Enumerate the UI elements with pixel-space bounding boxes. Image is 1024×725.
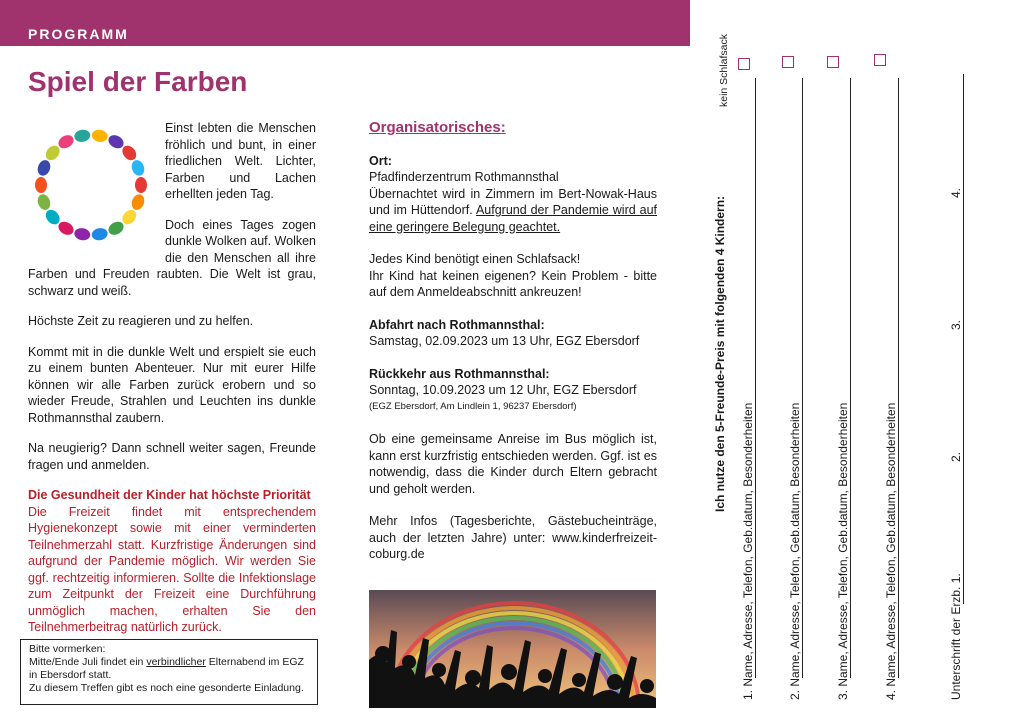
organisation-column — [369, 120, 657, 579]
intro-paragraph-2: Doch eines Tages zogen dunkle Wolken auf. Wolken die den Menschen all ihre Farben und Freuden raubten. Die Welt ist grau, schwarz und weiß. — [28, 217, 317, 298]
departure-text: Samstag, 02.09.2023 um 13 Uhr, EGZ Ebersdorf — [369, 334, 640, 348]
child-1-field-label: 1. Name, Adresse, Telefon, Geb.datum, Besonderheiten — [741, 402, 755, 700]
bus-info: Ob eine gemeinsame Anreise im Bus möglich ist, kann erst kurzfristig entschieden werden. Ggf. ist es notwendig, dass die Kinder durch Eltern gebracht und geholt werden. — [369, 432, 657, 496]
handprint-shape — [35, 177, 47, 193]
handprint-shape — [73, 227, 91, 242]
reminder-line-3: Zu diesem Treffen gibt es noch eine gesonderte Einladung. — [29, 682, 304, 694]
signature-label: Unterschrift der Erzb. 1. — [949, 573, 963, 700]
five-friends-offer-label: Ich nutze den 5-Freunde-Preis mit folgenden 4 Kindern: — [713, 195, 727, 512]
no-sleeping-bag-checkbox-2[interactable] — [782, 56, 794, 68]
signature-number-2: 2. — [949, 451, 963, 462]
intro-column — [28, 120, 316, 636]
handprint-shape — [91, 129, 109, 144]
location-details — [369, 186, 657, 236]
children-rainbow-photo — [369, 590, 656, 708]
return-block — [369, 366, 657, 416]
no-sleeping-bag-label: kein Schlafsack — [718, 34, 730, 107]
reminder-line-1: Bitte vormerken: — [29, 643, 106, 655]
handprint-wreath-image — [24, 120, 159, 250]
sleeping-bag-line-1: Jedes Kind benötigt einen Schlafsack! — [369, 252, 581, 266]
intro-paragraph-1: Einst lebten die Menschen fröhlich und bunt, in einer friedlichen Welt. Lichter, Farben und Lachen erhellten jeden Tag. — [165, 121, 316, 201]
return-text: Sonntag, 10.09.2023 um 12 Uhr, EGZ Ebersdorf — [369, 383, 637, 397]
handprint-shape — [106, 133, 126, 151]
registration-coupon — [690, 0, 1024, 725]
reminder-text-b: Elternabend im EGZ in Ebersdorf statt. — [29, 656, 304, 681]
header-bar — [0, 0, 690, 46]
no-sleeping-bag-checkbox-3[interactable] — [827, 56, 839, 68]
child-2-line[interactable] — [802, 78, 803, 678]
departure-label: Abfahrt nach Rothmannsthal: — [369, 317, 545, 332]
location-text: Übernachtet wird in Zimmern im Bert-Nowak-Haus und im Hüttendorf. — [369, 186, 657, 217]
child-4-line[interactable] — [898, 78, 899, 678]
handprint-shape — [91, 227, 109, 242]
health-title: Die Gesundheit der Kinder hat höchste Priorität — [28, 488, 311, 502]
location-name: Pfadfinderzentrum Rothmannsthal — [369, 170, 559, 184]
handprint-shape — [36, 193, 53, 212]
reminder-text-a: Mitte/Ende Juli findet ein — [29, 656, 147, 668]
header-label: PROGRAMM — [28, 26, 129, 42]
handprint-shape — [73, 129, 91, 144]
page-title: Spiel der Farben — [28, 66, 248, 97]
handprint-shape — [36, 158, 53, 177]
sleeping-bag-block — [369, 251, 657, 301]
sleeping-bag-line-2: Ihr Kind hat keinen eigenen? Kein Problem - bitte auf dem Anmeldeabschnitt ankreuzen! — [369, 268, 657, 299]
handprint-shape — [106, 219, 126, 237]
location-label: Ort: — [369, 153, 392, 168]
handprint-shape — [130, 158, 147, 177]
location-block — [369, 153, 657, 236]
child-4-field-label: 4. Name, Adresse, Telefon, Geb.datum, Besonderheiten — [884, 402, 898, 700]
handprint-shape — [56, 133, 76, 151]
no-sleeping-bag-checkbox-4[interactable] — [874, 54, 886, 66]
health-text: Die Freizeit findet mit entsprechendem Hygienekonzept sowie mit einer verminderten Teilnehmerzahl statt. Kurzfristige Änderungen sind aufgrund der Pandemie möglich. Wir werden Sie ggf. rechtzeitig informieren. Sollte die Infektionslage zum Zeitpunkt der Freizeit eine Durchführung unmöglich machen, erhalten Sie den Teilnehmerbeitrag natürlich zurück. — [28, 504, 316, 634]
handprint-shape — [56, 219, 76, 237]
reminder-line-2 — [29, 656, 309, 682]
handprint-shape — [130, 193, 147, 212]
child-3-line[interactable] — [850, 78, 851, 678]
address-text: (EGZ Ebersdorf, Am Lindlein 1, 96237 Ebersdorf) — [369, 400, 577, 412]
return-label: Rückkehr aus Rothmannsthal: — [369, 366, 550, 381]
reminder-box — [20, 639, 318, 705]
organisation-heading: Organisatorisches: — [369, 119, 506, 136]
location-pandemic-note: Aufgrund der Pandemie wird auf eine geringere Belegung geachtet. — [369, 203, 657, 234]
signature-line[interactable] — [963, 74, 964, 604]
child-3-field-label: 3. Name, Adresse, Telefon, Geb.datum, Besonderheiten — [836, 402, 850, 700]
handprint-shape — [135, 177, 147, 193]
more-info: Mehr Infos (Tagesberichte, Gästebucheinträge, auch der letzten Jahre) unter: www.kinderfreizeit-coburg.de — [369, 514, 657, 561]
intro-paragraph-3: Höchste Zeit zu reagieren und zu helfen. — [28, 314, 254, 328]
intro-paragraph-5: Na neugierig? Dann schnell weiter sagen, Freunde fragen und anmelden. — [28, 441, 316, 472]
departure-block — [369, 317, 657, 350]
signature-number-4: 4. — [949, 187, 963, 198]
child-2-field-label: 2. Name, Adresse, Telefon, Geb.datum, Besonderheiten — [788, 402, 802, 700]
reminder-underline: verbindlicher — [146, 656, 206, 668]
no-sleeping-bag-checkbox-1[interactable] — [738, 58, 750, 70]
signature-number-3: 3. — [949, 319, 963, 330]
intro-paragraph-4: Kommt mit in die dunkle Welt und erspielt sie euch zu einem bunten Abenteuer. Nur mit eurer Hilfe können wir alle Farben zurück erobern und so wieder Freude, Strahlen und Leuchten ins dunkle Rothmannsthal zaubern. — [28, 344, 316, 425]
child-1-line[interactable] — [755, 78, 756, 678]
